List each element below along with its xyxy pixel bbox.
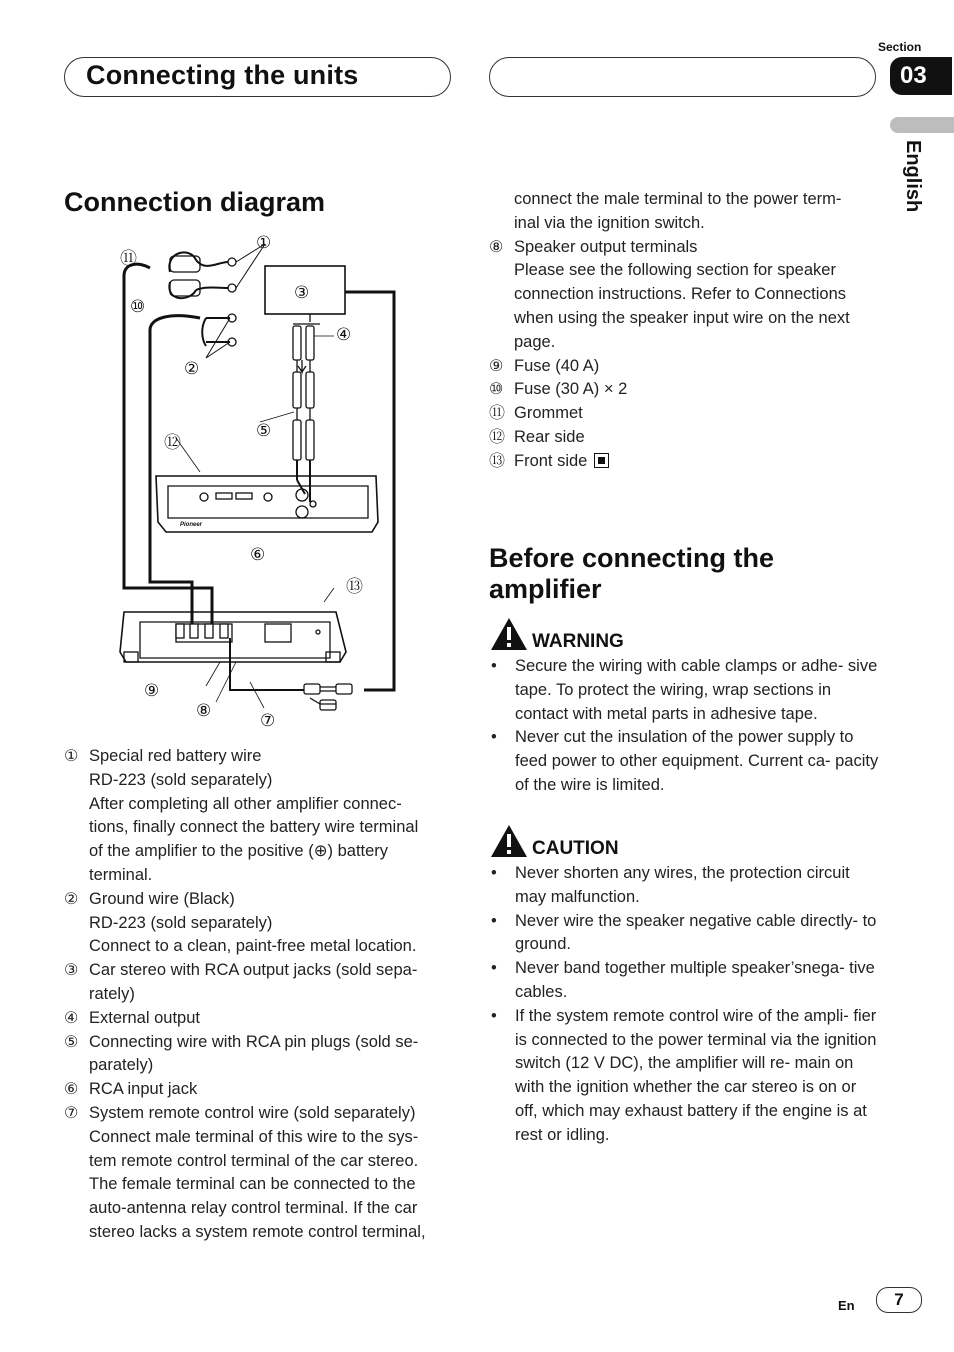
callout-7: ⑦ <box>260 711 276 731</box>
warning-item: • Secure the wiring with cable clamps or adhe- sive tape. To protect the wiring, wrap sections in contact with metal parts in adhesive tape. <box>489 655 879 726</box>
legend-item: ⑦ System remote control wire (sold separately) Connect male terminal of this wire to the sys- tem remote control terminal of the car stereo. The female terminal can be connected to the auto-antenna relay control terminal. If the car stereo lacks a system remote control terminal, <box>64 1103 426 1241</box>
legend-item: ⑬ Front side <box>489 450 884 474</box>
section-number: 03 <box>890 57 952 95</box>
legend-item: ⑪ Grommet <box>489 404 583 423</box>
section-label: Section <box>878 40 922 54</box>
callout-1: ① <box>256 233 272 253</box>
legend-item: ⑥ RCA input jack <box>64 1080 198 1099</box>
callout-9: ⑨ <box>144 681 160 701</box>
caution-item: • Never band together multiple speaker’snega- tive cables. <box>489 957 879 1005</box>
legend-continuation: connect the male terminal to the power term- inal via the ignition switch. <box>514 190 842 232</box>
callout-11: ⑪ <box>120 249 137 269</box>
connection-diagram <box>110 232 450 732</box>
legend-item: ⑩ Fuse (30 A) × 2 <box>489 380 628 399</box>
caution-list <box>489 862 879 1148</box>
header-right-frame <box>489 57 876 97</box>
warning-item: • Never cut the insulation of the power supply to feed power to other equipment. Current ca- pacity of the wire is limited. <box>489 726 879 797</box>
warning-icon <box>489 616 529 652</box>
legend-item: ① Special red battery wire RD-223 (sold separately) After completing all other amplifier connec- tions, finally connect the battery wire terminal of the amplifier to the positive (⊕) battery terminal. <box>64 747 419 884</box>
callout-5: ⑤ <box>256 421 272 441</box>
caution-icon <box>489 823 529 859</box>
caution-item: • If the system remote control wire of the ampli- fier is connected to the power terminal via the ignition switch (12 V DC), the amplifier will re- main on with the ignition whether the car stereo is on or off, which may exhaust battery if the engine is at rest or idling. <box>489 1005 879 1148</box>
footer-language: En <box>838 1298 855 1313</box>
legend-item: ⑨ Fuse (40 A) <box>489 356 600 375</box>
before-connecting-heading: Before connecting the amplifier <box>489 543 775 604</box>
warning-title: WARNING <box>532 631 624 652</box>
diagram-legend-right <box>489 188 884 474</box>
legend-item: ⑧ Speaker output terminals Please see the following section for speaker connection instructions. Refer to Connections when using the speaker input wire on the next page. <box>489 237 850 351</box>
legend-item: ⑤ Connecting wire with RCA pin plugs (sold se- parately) <box>64 1032 419 1075</box>
end-mark-icon <box>594 453 609 468</box>
diagram-legend-left <box>64 745 459 1245</box>
callout-6: ⑥ <box>250 545 266 565</box>
language-tab <box>890 117 954 133</box>
warning-list <box>489 655 879 798</box>
legend-item: ② Ground wire (Black) RD-223 (sold separately) Connect to a clean, paint-free metal location. <box>64 889 417 956</box>
connection-diagram-heading: Connection diagram <box>64 187 326 217</box>
language-label: English <box>902 140 924 213</box>
callout-2: ② <box>184 359 200 379</box>
callout-10: ⑩ <box>130 297 146 317</box>
svg-text:Pioneer: Pioneer <box>180 522 203 528</box>
page-number: 7 <box>876 1287 922 1313</box>
callout-8: ⑧ <box>196 701 212 721</box>
header-title: Connecting the units <box>86 60 359 90</box>
callout-12: ⑫ <box>164 433 181 453</box>
legend-item: ③ Car stereo with RCA output jacks (sold sepa- rately) <box>64 961 418 1003</box>
legend-item: ⑫ Rear side <box>489 427 585 446</box>
callout-4: ④ <box>336 325 352 345</box>
caution-item: • Never wire the speaker negative cable directly- to ground. <box>489 910 879 958</box>
callout-3: ③ <box>294 283 310 303</box>
caution-title: CAUTION <box>532 838 619 859</box>
legend-item: ④ External output <box>64 1008 200 1027</box>
caution-item: • Never shorten any wires, the protection circuit may malfunction. <box>489 862 879 910</box>
callout-13: ⑬ <box>346 577 363 597</box>
